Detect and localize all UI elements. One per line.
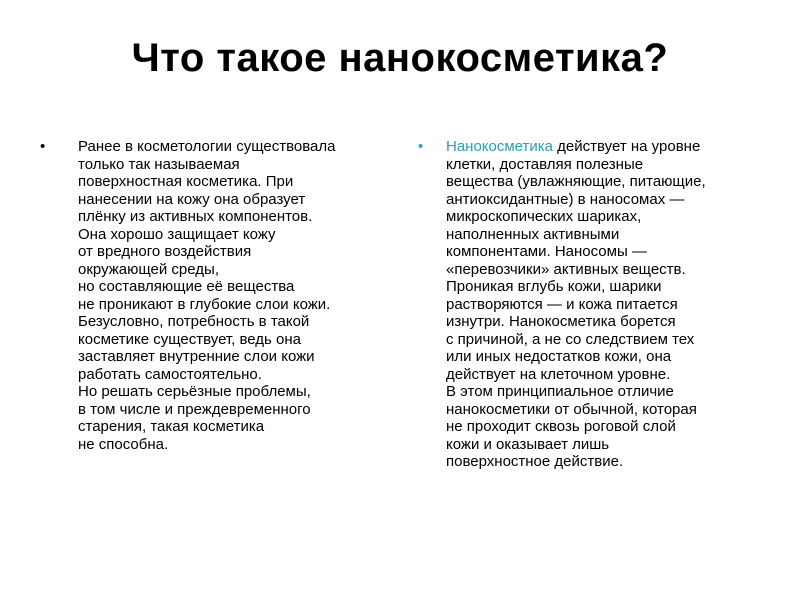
slide-title: Что такое нанокосметика? bbox=[131, 36, 669, 80]
bullet-marker: • bbox=[418, 138, 424, 155]
bullet-marker: • bbox=[40, 138, 46, 155]
right-column-text: действует на уровне клетки, доставляя полезные вещества (увлажняющие, питающие, антиоксидантные) в наносомах — микроскопических шариках, наполненных активными компонентами. Наносомы — «перевозчики» активных веществ. Проникая вглубь кожи, шарики растворяются — и кожа питается изнутри. Нанокосметика борется с причиной, а не со следствием тех или иных недостатков кожи, она действует на клеточном уровне. В этом принципиальное отличие нанокосметики от обычной, которая не проходит сквозь роговой слой кожи и оказывает лишь поверхностное действие. bbox=[446, 138, 706, 470]
right-column-paragraph bbox=[446, 138, 763, 471]
left-column-text: Ранее в косметологии существовала только так называемая поверхностная косметика. При нанесении на кожу она образует плёнку из активных компонентов. Она хорошо защищает кожу от вредного воздействия окружающей среды, но составляющие её вещества не проникают в глубокие слои кожи. Безусловно, потребность в такой косметике существует, ведь она заставляет внутренние слои кожи работать самостоятельно. Но решать серьёзные проблемы, в том числе и преждевременного старения, такая косметика не способна. bbox=[78, 138, 336, 453]
right-column bbox=[418, 138, 763, 471]
left-column bbox=[40, 138, 370, 453]
highlighted-term: Нанокосметика bbox=[446, 138, 554, 155]
